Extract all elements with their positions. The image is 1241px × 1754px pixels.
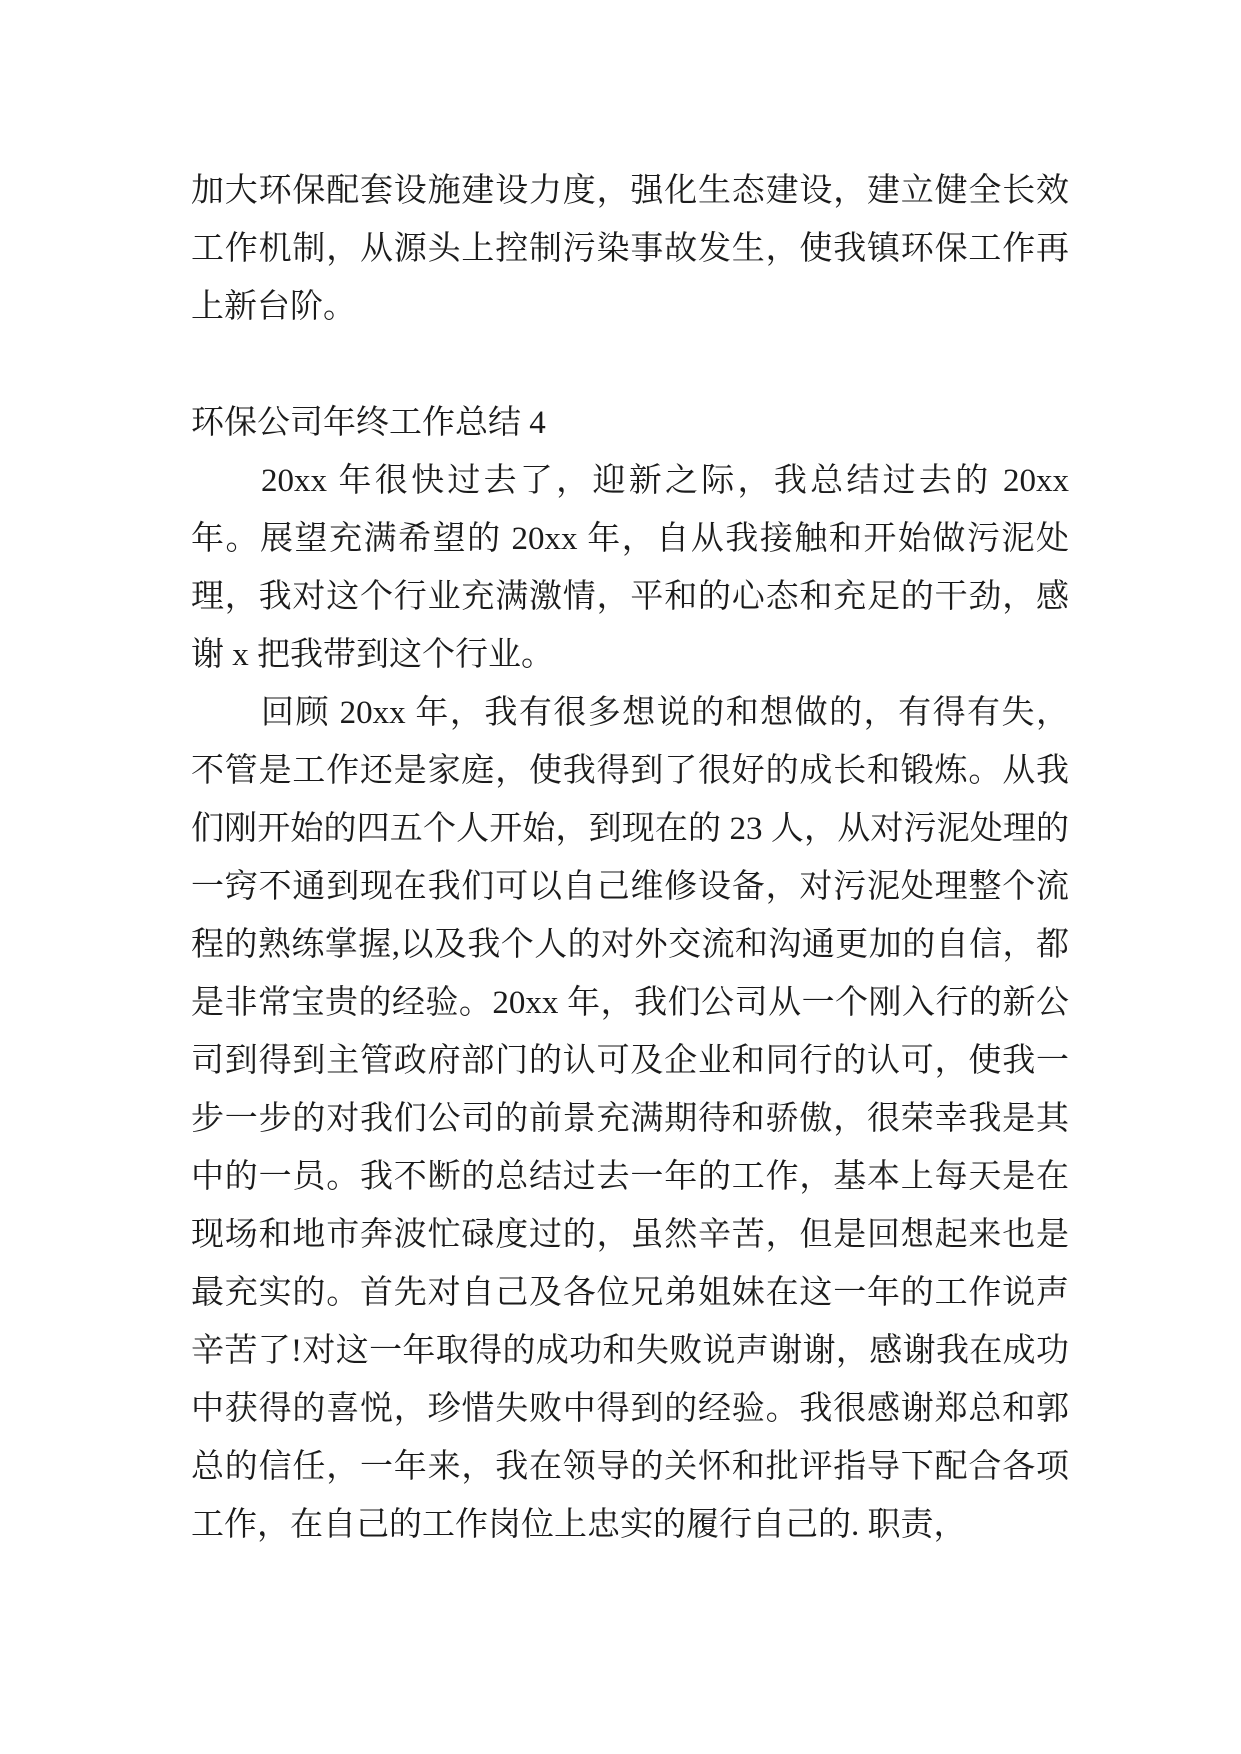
document-content xyxy=(191,162,1069,1554)
paragraph-1: 20xx 年很快过去了，迎新之际，我总结过去的 20xx 年。展望充满希望的 20xx 年，自从我接触和开始做污泥处理，我对这个行业充满激情，平和的心态和充足的干劲，感谢 x 把我带到这个行业。 xyxy=(191,463,1069,673)
paragraph-continuation: 加大环保配套设施建设力度，强化生态建设，建立健全长效工作机制，从源头上控制污染事故发生，使我镇环保工作再上新台阶。 xyxy=(191,173,1069,325)
section-heading: 环保公司年终工作总结 4 xyxy=(191,405,546,441)
paragraph-2: 回顾 20xx 年，我有很多想说的和想做的，有得有失，不管是工作还是家庭，使我得到了很好的成长和锻炼。从我们刚开始的四五个人开始，到现在的 23 人，从对污泥处理的一窍不通到现在我们可以自己维修设备，对污泥处理整个流程的熟练掌握,以及我个人的对外交流和沟通更加的自信，都是非常宝贵的经验。20xx 年，我们公司从一个刚入行的新公司到得到主管政府部门的认可及企业和同行的认可，使我一步一步的对我们公司的前景充满期待和骄傲，很荣幸我是其中的一员。我不断的总结过去一年的工作，基本上每天是在现场和地市奔波忙碌度过的，虽然辛苦，但是回想起来也是最充实的。首先对自己及各位兄弟姐妹在这一年的工作说声辛苦了!对这一年取得的成功和失败说声谢谢，感谢我在成功中获得的喜悦，珍惜失败中得到的经验。我很感谢郑总和郭总的信任，一年来，我在领导的关怀和批评指导下配合各项工作，在自己的工作岗位上忠实的履行自己的. 职责， xyxy=(191,695,1069,1543)
